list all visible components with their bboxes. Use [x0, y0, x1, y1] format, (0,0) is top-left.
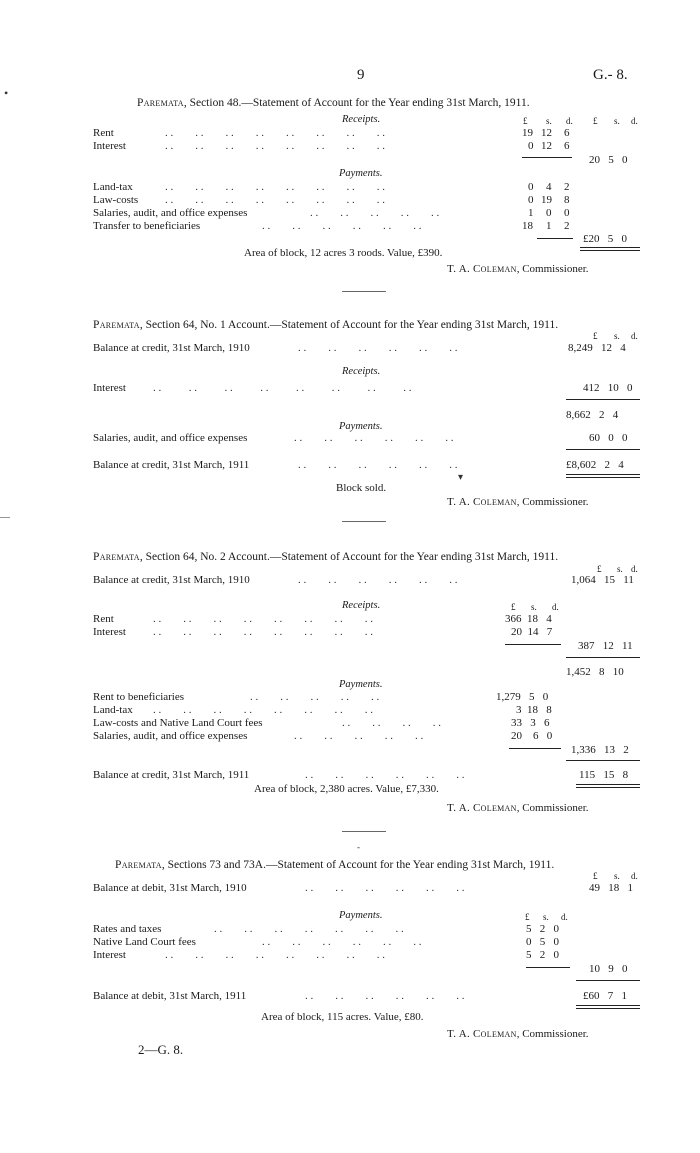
closing-balance-amount: 115 15 8: [579, 769, 629, 781]
section-separator: [342, 521, 386, 522]
section-separator: [342, 291, 386, 292]
col-unit: £: [525, 912, 530, 922]
margin-mark: —: [0, 512, 10, 523]
payments-heading: Payments.: [339, 168, 383, 179]
col-unit: s.: [614, 871, 620, 881]
leader-dots: . . . . . . . . . . . .: [298, 342, 458, 354]
commissioner-signature: T. A. Coleman, Commissioner.: [447, 802, 589, 814]
amount-pounds: 0: [528, 140, 534, 152]
amount-shillings: 1: [546, 220, 552, 232]
sum-rule: [526, 967, 570, 968]
commissioner-signature: T. A. Coleman, Commissioner.: [447, 263, 589, 275]
col-unit: d.: [631, 116, 638, 126]
col-unit: £: [593, 331, 598, 341]
leader-dots: . . . . . . . . . . . .: [305, 882, 465, 894]
court-fees-amount: 0 5 0: [526, 936, 559, 948]
opening-balance-amount: 49 18 1: [589, 882, 633, 894]
section-73-title: Paremata, Sections 73 and 73A.—Statement of Account for the Year ending 31st March, 1911.: [115, 859, 555, 871]
col-unit: £: [597, 564, 602, 574]
sum-rule: [576, 980, 640, 981]
amount-pounds: 0: [528, 194, 534, 206]
sum-rule: [566, 760, 640, 761]
rates-label: Rates and taxes: [93, 923, 162, 935]
amount-shillings: 4: [546, 181, 552, 193]
interest-amount: 5 2 0: [526, 949, 559, 961]
amount-pence: 0: [564, 207, 570, 219]
amount-shillings: 12: [541, 140, 552, 152]
closing-balance-label: Balance at credit, 31st March, 1911: [93, 769, 250, 781]
leader-dots: . . . . . . . . . . . .: [305, 990, 465, 1002]
subtotal-amount: 8,662 2 4: [566, 409, 619, 421]
printer-signature: 2—G. 8.: [138, 1042, 184, 1057]
salaries-amount: 60 0 0: [589, 432, 628, 444]
section-64-no1-title: Paremata, Section 64, No. 1 Account.—Statement of Account for the Year ending 31st March, 1911.: [93, 319, 559, 331]
col-unit: £: [593, 116, 598, 126]
closing-balance-amount: £8,602 2 4: [566, 459, 624, 471]
block-sold-note: Block sold.: [336, 482, 387, 494]
leader-dots: . . . . . . . . . . . . . . . .: [165, 181, 385, 193]
commissioner-signature: T. A. Coleman, Commissioner.: [447, 496, 589, 508]
landtax-amount: 3 18 8: [516, 704, 552, 716]
rent-beneficiaries-amount: 1,279 5 0: [496, 691, 549, 703]
amount-pence: 6: [564, 140, 570, 152]
leader-dots: . . . . . . . . . . . . . . . .: [153, 613, 373, 625]
payments-total: 1,336 13 2: [571, 744, 629, 756]
opening-balance-label: Balance at credit, 31st March, 1910: [93, 342, 250, 354]
amount-pounds: 18: [522, 220, 533, 232]
interest-label: Interest: [93, 140, 126, 152]
ink-speck: -: [357, 842, 360, 852]
rent-amount: 366 18 4: [505, 613, 552, 625]
salaries-label: Salaries, audit, and office expenses: [93, 730, 248, 742]
opening-balance-amount: 1,064 15 11: [571, 574, 634, 586]
opening-balance-amount: 8,249 12 4: [568, 342, 626, 354]
margin-mark: •: [4, 86, 9, 100]
col-unit: d.: [631, 564, 638, 574]
col-unit: s.: [546, 116, 552, 126]
col-unit: d.: [561, 912, 568, 922]
col-unit: d.: [631, 871, 638, 881]
page-number: 9: [357, 67, 365, 83]
leader-dots: . . . . . . . . . . . .: [298, 574, 458, 586]
leader-dots: . . . . . . . . . . . .: [305, 769, 465, 781]
payments-total: 10 9 0: [589, 963, 628, 975]
leader-dots: . . . . . . . . . . . .: [262, 936, 422, 948]
amount-pence: 8: [564, 194, 570, 206]
receipts-total: 20 5 0: [589, 154, 628, 166]
interest-amount: 20 14 7: [511, 626, 553, 638]
sum-rule: [566, 657, 640, 658]
amount-shillings: 19: [541, 194, 552, 206]
leader-dots: . . . . . . . . . . . . . . . .: [165, 140, 385, 152]
interest-label: Interest: [93, 949, 126, 961]
closing-balance-amount: £60 7 1: [583, 990, 627, 1002]
amount-pence: 6: [564, 127, 570, 139]
interest-label: Interest: [93, 626, 126, 638]
amount-pounds: 19: [522, 127, 533, 139]
section-separator: [342, 831, 386, 832]
payments-total: £20 5 0: [583, 233, 627, 245]
sum-rule: [505, 644, 561, 645]
document-reference: G.- 8.: [593, 67, 628, 83]
rent-label: Rent: [93, 613, 114, 625]
amount-shillings: 12: [541, 127, 552, 139]
commissioner-signature: T. A. Coleman, Commissioner.: [447, 1028, 589, 1040]
sum-rule: [509, 748, 561, 749]
leader-dots: . . . . . . . . . .: [250, 691, 380, 703]
lawcosts-label: Law-costs and Native Land Court fees: [93, 717, 263, 729]
double-rule: [566, 474, 640, 478]
area-note: Area of block, 115 acres. Value, £80.: [261, 1011, 424, 1023]
col-unit: d.: [631, 331, 638, 341]
amount-pence: 2: [564, 220, 570, 232]
amount-pounds: 1: [528, 207, 534, 219]
payments-heading: Payments.: [339, 910, 383, 921]
closing-balance-label: Balance at credit, 31st March, 1911: [93, 459, 250, 471]
leader-dots: . . . . . . . . . . . . . . . .: [165, 127, 385, 139]
leader-dots: . . . . . . . . . . . .: [294, 432, 454, 444]
sum-rule: [537, 238, 573, 239]
amount-shillings: 0: [546, 207, 552, 219]
double-rule: [580, 247, 640, 251]
landtax-label: Land-tax: [93, 704, 133, 716]
col-unit: s.: [614, 331, 620, 341]
rent-beneficiaries-label: Rent to beneficiaries: [93, 691, 185, 703]
leader-dots: . . . . . . . . . . . . . . . .: [153, 626, 373, 638]
section-64-no2-title: Paremata, Section 64, No. 2 Account.—Statement of Account for the Year ending 31st March, 1911.: [93, 551, 559, 563]
col-unit: d.: [566, 116, 573, 126]
payments-heading: Payments.: [339, 421, 383, 432]
col-unit: d.: [552, 602, 559, 612]
lawcosts-amount: 33 3 6: [511, 717, 550, 729]
double-rule: [576, 1005, 640, 1009]
col-unit: £: [511, 602, 516, 612]
leader-dots: . . . . . . . . . . . . . . . .: [165, 194, 385, 206]
receipts-total: 387 12 11: [578, 640, 633, 652]
ink-speck: ▾: [458, 472, 464, 483]
col-unit: £: [523, 116, 528, 126]
rent-label: Rent: [93, 127, 114, 139]
col-unit: £: [593, 871, 598, 881]
receipts-heading: Receipts.: [342, 366, 381, 377]
leader-dots: . . . . . . . . . . . .: [262, 220, 422, 232]
amount-pence: 2: [564, 181, 570, 193]
leader-dots: . . . . . . . . . . . . . . . .: [153, 382, 412, 394]
transfer-label: Transfer to beneficiaries: [93, 220, 201, 232]
col-unit: s.: [531, 602, 537, 612]
amount-pounds: 0: [528, 181, 534, 193]
col-unit: s.: [543, 912, 549, 922]
salaries-label: Salaries, audit, and office expenses: [93, 432, 248, 444]
closing-balance-label: Balance at debit, 31st March, 1911: [93, 990, 247, 1002]
landtax-label: Land-tax: [93, 181, 133, 193]
subtotal-amount: 1,452 8 10: [566, 666, 624, 678]
leader-dots: . . . . . . . . . . . . . . . .: [153, 704, 373, 716]
col-unit: s.: [617, 564, 623, 574]
opening-balance-label: Balance at credit, 31st March, 1910: [93, 574, 250, 586]
leader-dots: . . . . . . . . . . . . . . . .: [165, 949, 385, 961]
section-48-title: Paremata, Section 48.—Statement of Account for the Year ending 31st March, 1911.: [137, 97, 530, 109]
receipts-heading: Receipts.: [342, 600, 381, 611]
lawcosts-label: Law-costs: [93, 194, 139, 206]
double-rule: [576, 784, 640, 788]
area-note: Area of block, 2,380 acres. Value, £7,330.: [254, 783, 439, 795]
opening-balance-label: Balance at debit, 31st March, 1910: [93, 882, 247, 894]
leader-dots: . . . . . . . .: [342, 717, 441, 729]
col-unit: s.: [614, 116, 620, 126]
leader-dots: . . . . . . . . . .: [310, 207, 440, 219]
leader-dots: . . . . . . . . . . . .: [298, 459, 458, 471]
salaries-amount: 20 6 0: [511, 730, 553, 742]
interest-amount: 412 10 0: [583, 382, 633, 394]
sum-rule: [566, 399, 640, 400]
area-note: Area of block, 12 acres 3 roods. Value, £390.: [244, 247, 443, 259]
sum-rule: [566, 449, 640, 450]
leader-dots: . . . . . . . . . .: [294, 730, 424, 742]
sum-rule: [522, 157, 572, 158]
salaries-label: Salaries, audit, and office expenses: [93, 207, 248, 219]
payments-heading: Payments.: [339, 679, 383, 690]
court-fees-label: Native Land Court fees: [93, 936, 196, 948]
leader-dots: . . . . . . . . . . . . . .: [214, 923, 404, 935]
rates-amount: 5 2 0: [526, 923, 559, 935]
receipts-heading: Receipts.: [342, 114, 381, 125]
interest-label: Interest: [93, 382, 126, 394]
